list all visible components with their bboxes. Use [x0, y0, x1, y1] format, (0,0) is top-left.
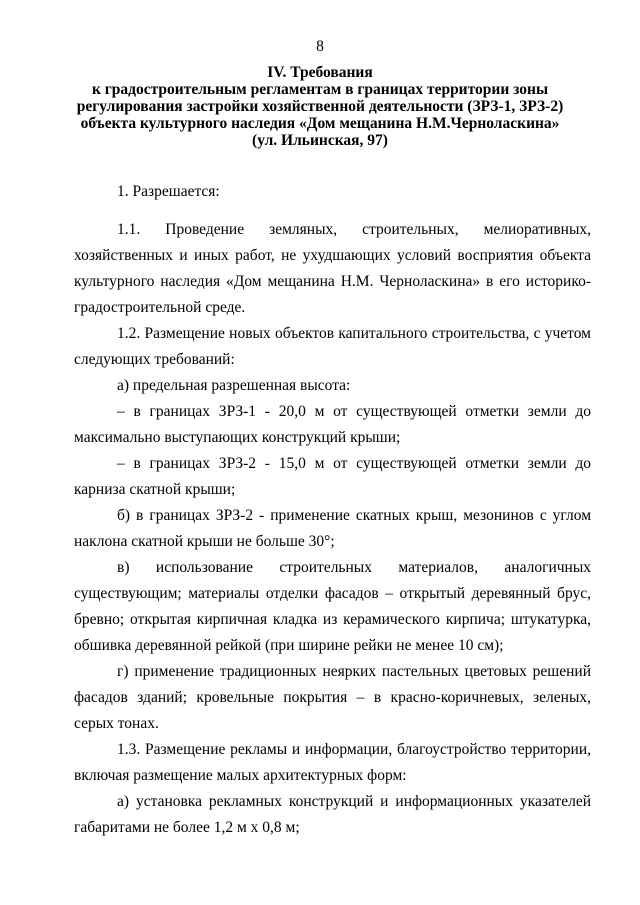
paragraph: а) установка рекламных конструкций и информационных указателей габаритами не более 1,2 м х 0,8 м;: [74, 793, 591, 836]
paragraph: – в границах ЗРЗ-1 - 20,0 м от существующей отметки земли до максимально выступающих конструкций крыши;: [74, 403, 591, 446]
heading-line-5: (ул. Ильинская, 97): [252, 132, 388, 149]
paragraph: 1. Разрешается:: [117, 183, 220, 200]
document-body: [74, 179, 591, 841]
paragraph: б) в границах ЗРЗ-2 - применение скатных крыш, мезонинов с углом наклона скатной крыши не больше 30°;: [74, 507, 591, 550]
paragraph: – в границах ЗРЗ-2 - 15,0 м от существующей отметки земли до карниза скатной крыши;: [74, 455, 591, 498]
paragraph: 1.1. Проведение земляных, строительных, мелиоративных, хозяйственных и иных работ, не ухудшающих условий восприятия объекта культурного наследия «Дом мещанина Н.М. Черноласкина» в его историко-градостроительной среде.: [74, 221, 591, 316]
paragraph: а) предельная разрешенная высота:: [117, 377, 351, 394]
paragraph: 1.3. Размещение рекламы и информации, благоустройство территории, включая размещение малых архитектурных форм:: [74, 741, 591, 784]
paragraph: г) применение традиционных неярких пастельных цветовых решений фасадов зданий; кровельные покрытия – в красно-коричневых, зеленых, серых тонах.: [74, 663, 591, 732]
heading-line-3: регулирования застройки хозяйственной деятельности (ЗРЗ-1, ЗРЗ-2): [76, 98, 564, 115]
paragraph: в) использование строительных материалов, аналогичных существующим; материалы отделки фасадов – открытый деревянный брус, бревно; открытая кирпичная кладка из керамического кирпича; штукатурка, обшивка деревянной рейкой (при ширине рейки не менее 10 см);: [74, 559, 591, 654]
heading-line-1: IV. Требования: [267, 64, 373, 81]
heading-line-2: к градостроительным регламентам в границах территории зоны: [91, 81, 549, 98]
heading-line-4: объекта культурного наследия «Дом мещанина Н.М.Черноласкина»: [80, 115, 560, 132]
paragraph: 1.2. Размещение новых объектов капитального строительства, с учетом следующих требований:: [74, 325, 591, 368]
page-number: 8: [316, 38, 324, 55]
section-heading: [60, 64, 580, 149]
